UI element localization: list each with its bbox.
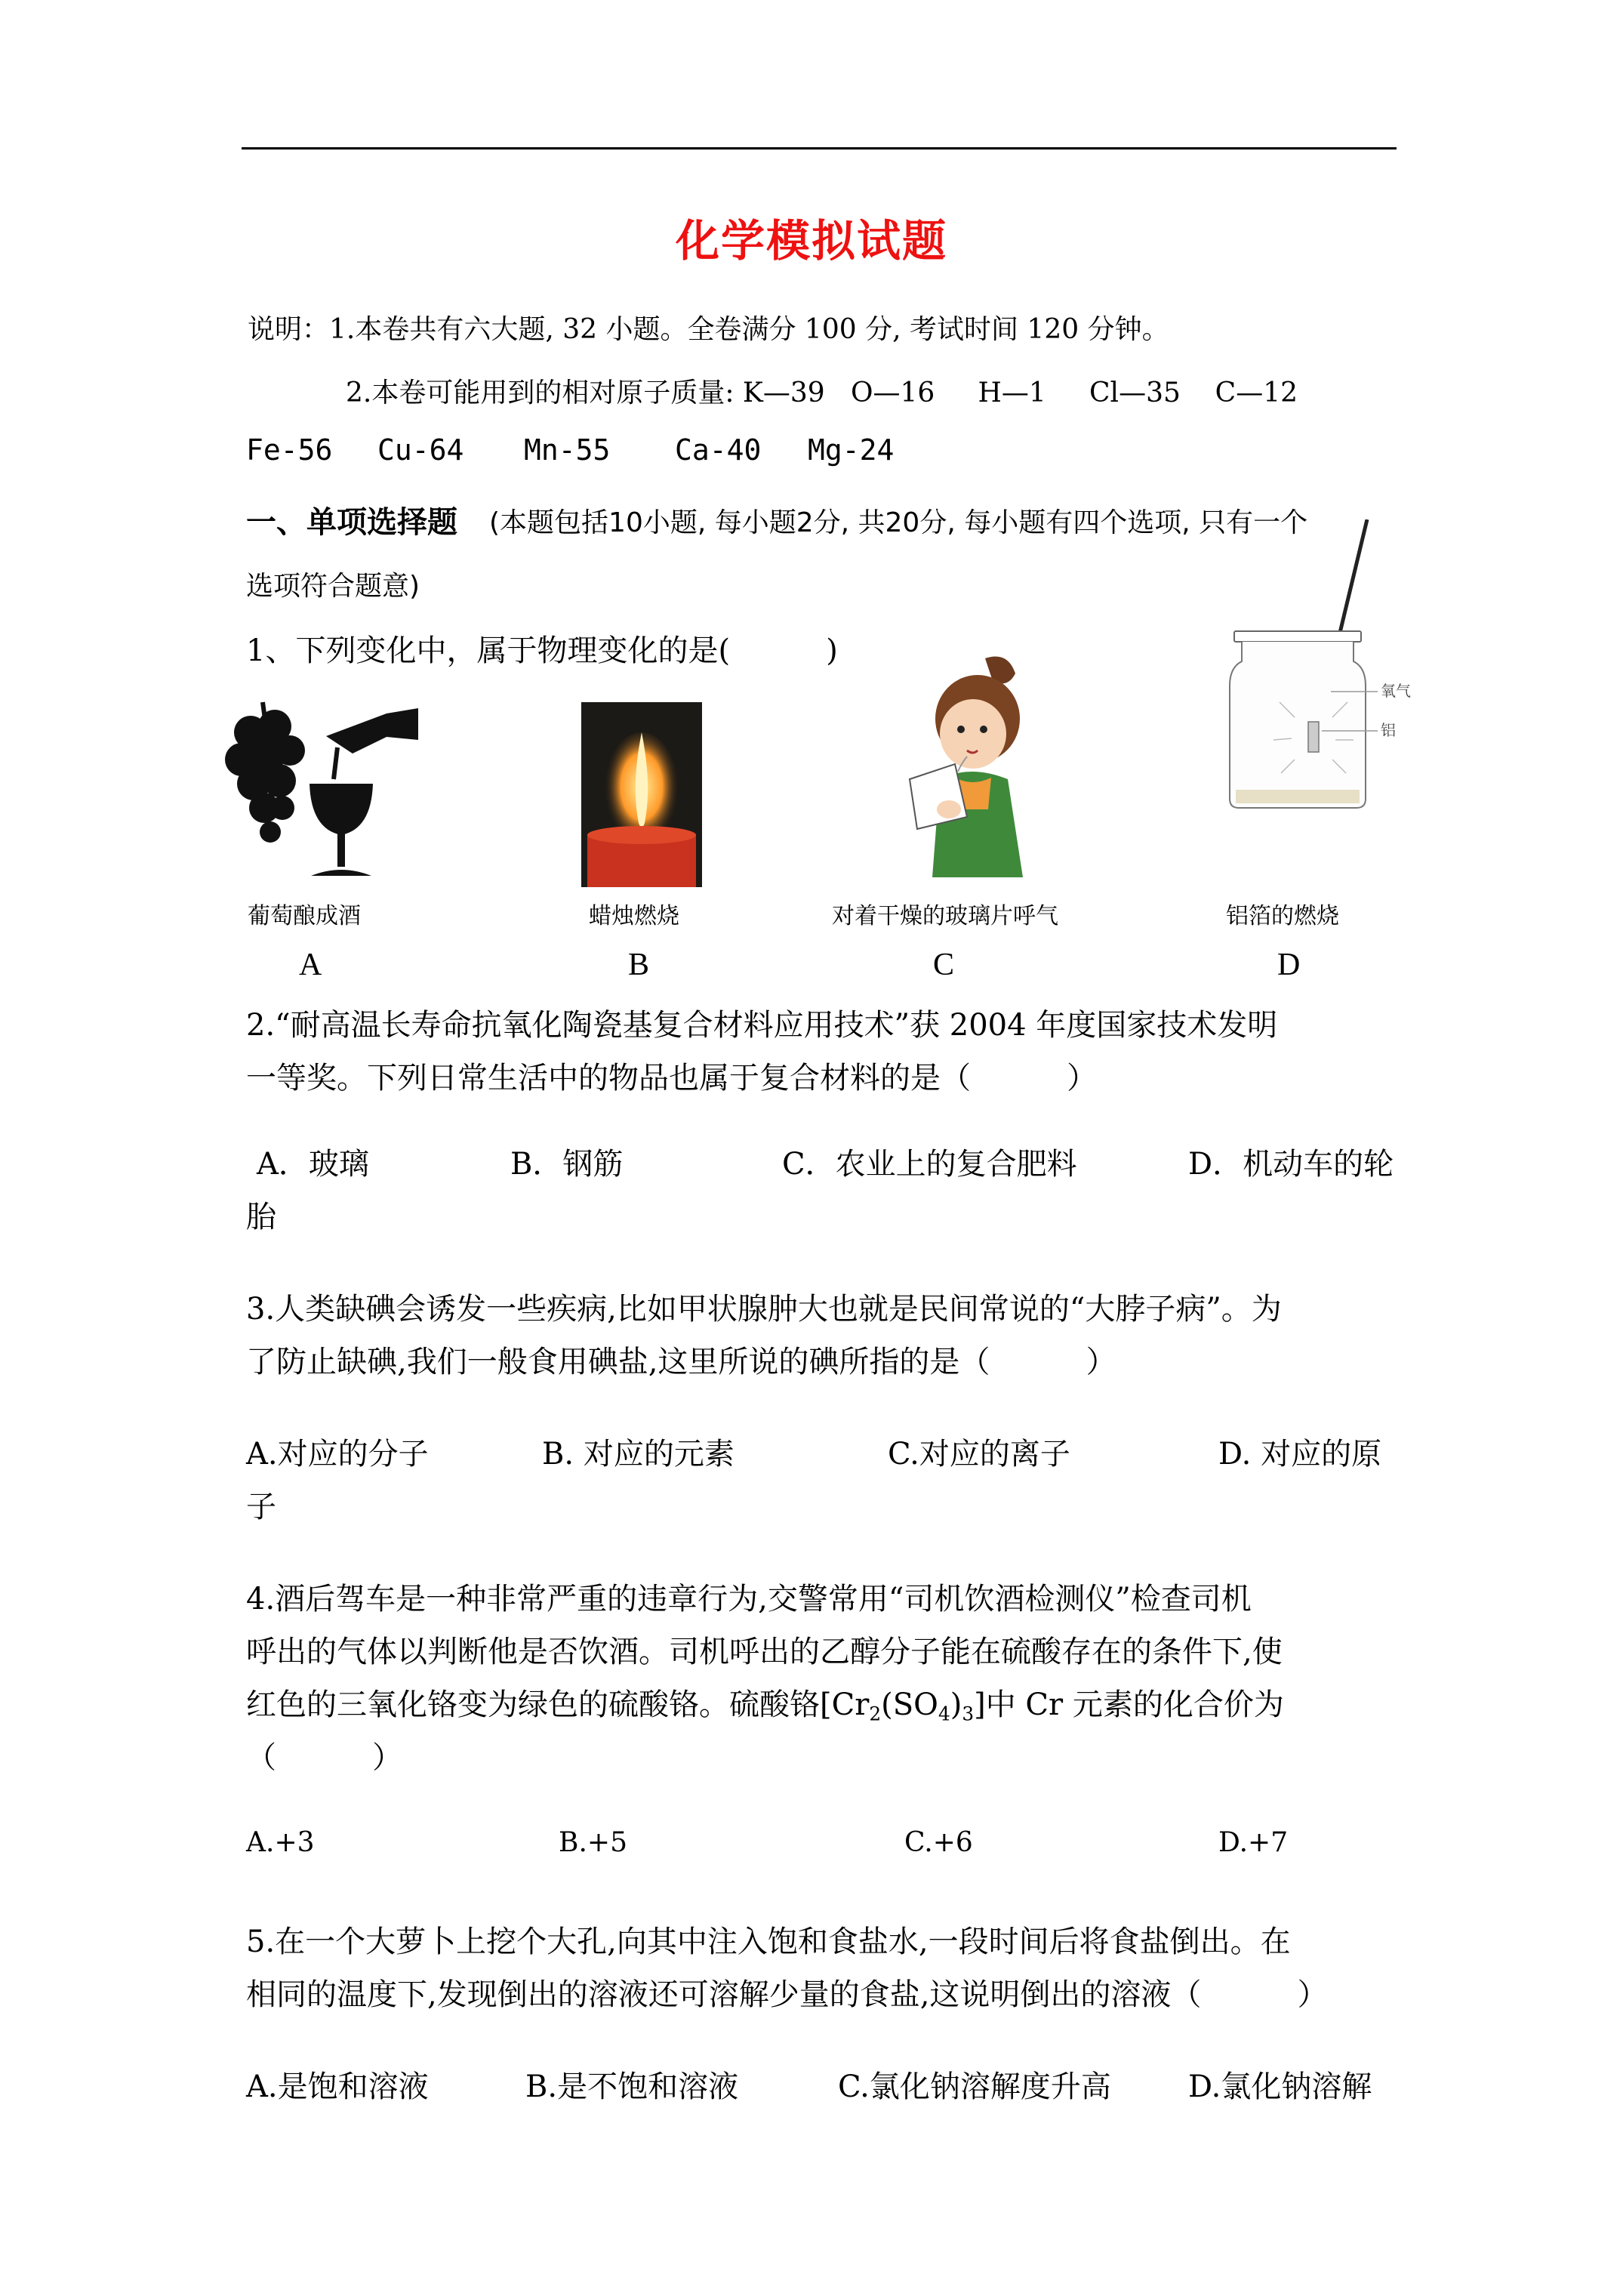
q2-option-c: C．农业上的复合肥料: [782, 1147, 1077, 1182]
q3-option-a: A.对应的分子: [246, 1437, 429, 1472]
section-heading: 一、单项选择题: [246, 505, 457, 540]
q4-line-1: 4.酒后驾车是一种非常严重的违章行为,交警常用“司机饮酒检测仪”检查司机: [246, 1582, 1252, 1616]
mass-fe: Fe-56: [246, 433, 333, 467]
q5-line-1: 5.在一个大萝卜上挖个大孔,向其中注入饱和食盐水,一段时间后将食盐倒出。在: [246, 1925, 1291, 1959]
q2-line-1: 2.“耐高温长寿命抗氧化陶瓷基复合材料应用技术”获 2004 年度国家技术发明: [246, 1008, 1278, 1043]
q5-option-b: B.是不饱和溶液: [525, 2069, 739, 2104]
q1-caption-c: 对着干燥的玻璃片呼气: [832, 903, 1058, 929]
jar-label-aluminum: 铝: [1381, 721, 1396, 739]
q1-stem: 1、下列变化中，属于物理变化的是( ): [246, 633, 838, 668]
q4-line-3-mid: (SO: [881, 1687, 938, 1722]
q1-caption-b: 蜡烛燃烧: [589, 903, 679, 929]
q1-option-a: A: [299, 948, 322, 982]
q3-line-2: 了防止缺碘,我们一般食用碘盐,这里所说的碘所指的是（ ）: [246, 1345, 1116, 1379]
q4-option-a: A.+3: [246, 1827, 315, 1858]
mass-cu: Cu-64: [377, 433, 464, 467]
q1-option-d: D: [1277, 948, 1301, 982]
section-note-1: (本题包括10小题, 每小题2分, 共20分, 每小题有四个选项, 只有一个: [489, 507, 1308, 538]
grape-wine-image: [220, 695, 424, 883]
mass-ca: Ca-40: [675, 433, 762, 467]
q2-option-d: D．机动车的轮: [1188, 1147, 1394, 1182]
q3-line-1: 3.人类缺碘会诱发一些疾病,比如甲状腺肿大也就是民间常说的“大脖子病”。为: [246, 1292, 1282, 1327]
q1-caption-d: 铝箔的燃烧: [1226, 903, 1339, 929]
section-note-2: 选项符合题意): [246, 571, 420, 602]
aluminum-foil-jar-image: [1219, 519, 1423, 818]
notes-line-2: 2.本卷可能用到的相对原子质量: K—39 O—16 H—1 Cl—35 C—12: [346, 378, 1298, 408]
q4-option-d: D.+7: [1218, 1827, 1289, 1858]
header-rule: [242, 147, 1397, 149]
q4-sub-cr: 2: [869, 1703, 882, 1725]
q3-option-b: B. 对应的元素: [542, 1437, 735, 1472]
jar-label-oxygen: 氧气: [1381, 682, 1411, 700]
q4-line-4: （ ）: [246, 1740, 403, 1775]
mass-mn: Mn-55: [524, 433, 611, 467]
q4-line-3-prefix: 红色的三氧化铬变为绿色的硫酸铬。硫酸铬[Cr: [246, 1687, 870, 1722]
q1-option-c: C: [933, 948, 955, 982]
q3-option-tail: 子: [246, 1490, 276, 1524]
q2-line-2: 一等奖。下列日常生活中的物品也属于复合材料的是（ ）: [246, 1061, 1098, 1096]
page-title: 化学模拟试题: [675, 215, 947, 267]
q4-option-c: C.+6: [904, 1827, 973, 1858]
q3-option-c: C.对应的离子: [888, 1437, 1070, 1472]
q4-line-2: 呼出的气体以判断他是否饮酒。司机呼出的乙醇分子能在硫酸存在的条件下,使: [246, 1635, 1283, 1669]
q5-option-c: C.氯化钠溶解度升高: [838, 2069, 1111, 2104]
q4-line-3-suffix: ]中 Cr 元素的化合价为: [974, 1687, 1284, 1722]
q4-line-3: 红色的三氧化铬变为绿色的硫酸铬。硫酸铬$[Cr_2(SO_4)_3]$中 Cr 元素的化合价为: [246, 1687, 1284, 1725]
q1-option-b: B: [628, 948, 650, 982]
candle-image: [581, 702, 702, 887]
q2-option-b: B．钢筋: [510, 1147, 624, 1182]
q3-option-d: D. 对应的原: [1218, 1437, 1382, 1472]
breathing-girl-image: [895, 651, 1057, 892]
q5-line-2: 相同的温度下,发现倒出的溶液还可溶解少量的食盐,这说明倒出的溶液（ ）: [246, 1977, 1328, 2012]
notes-line-1: 说明：1.本卷共有六大题, 32 小题。全卷满分 100 分, 考试时间 120 分钟。: [248, 314, 1169, 345]
mass-mg: Mg-24: [808, 433, 895, 467]
q1-caption-a: 葡萄酿成酒: [248, 903, 361, 929]
q4-sub-so4: 3: [962, 1703, 975, 1725]
q5-option-d: D.氯化钠溶解: [1188, 2069, 1372, 2104]
q2-option-tail: 胎: [246, 1200, 276, 1234]
q5-option-a: A.是饱和溶液: [246, 2069, 429, 2104]
q4-option-b: B.+5: [559, 1827, 627, 1858]
q4-sub-o: 4: [938, 1703, 950, 1725]
q2-option-a: A．玻璃: [257, 1147, 369, 1182]
